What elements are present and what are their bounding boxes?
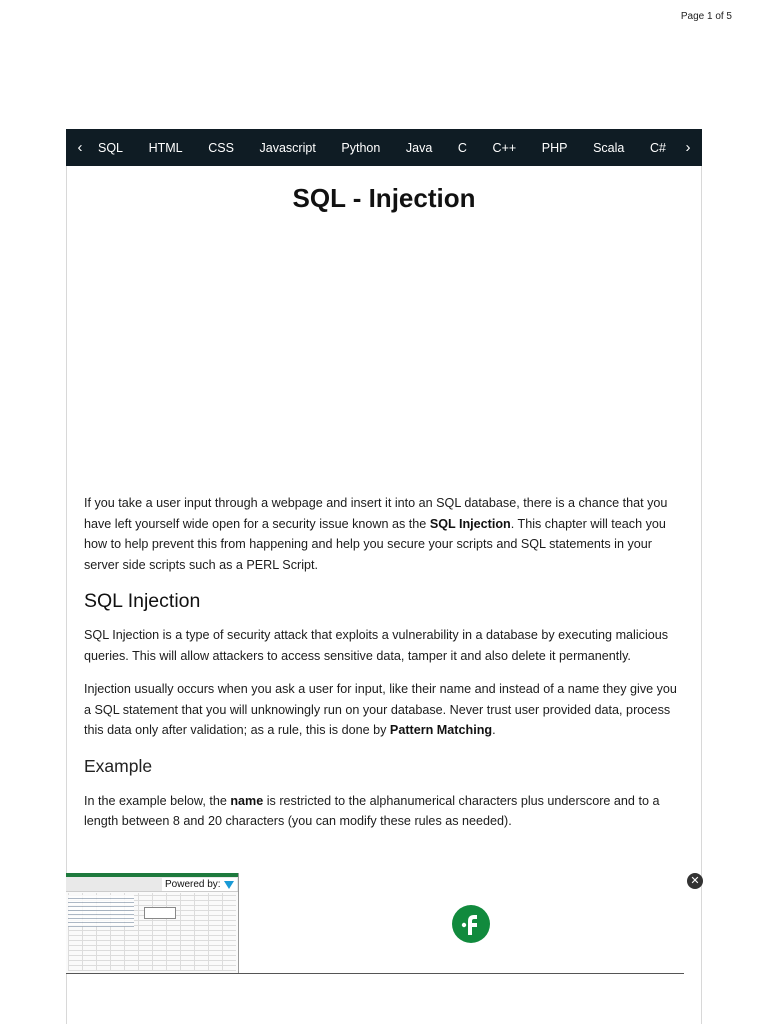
nav-item-java[interactable]: Java: [405, 140, 433, 155]
example-heading: Example: [84, 755, 153, 776]
nav-item-scala[interactable]: Scala: [593, 140, 625, 155]
spreadsheet-data-block: [68, 895, 134, 927]
intro-text-1: If you take a user input through a webpage and insert it into an SQL database, there is a chance that you have left yourself wide open for a security issue known as the: [84, 496, 668, 531]
nav-item-sql[interactable]: SQL: [98, 140, 124, 155]
article-content: [84, 493, 684, 845]
nav-items: [94, 141, 674, 155]
intro-text-2: . This chapter will teach you how to help prevent this from happening and help you secure your scripts and SQL statements in your server side scripts such as a PERL Script.: [84, 516, 666, 572]
section-heading: SQL Injection: [84, 590, 201, 612]
intro-paragraph: [84, 493, 684, 575]
para2-text-2: .: [492, 723, 496, 737]
nav-item-php[interactable]: PHP: [541, 140, 568, 155]
nav-item-javascript[interactable]: Javascript: [259, 140, 316, 155]
paragraph-definition: SQL Injection is a type of security attack that exploits a vulnerability in a database by executing malicious queries. This will allow attackers to access sensitive data, tamper it and also delete it permanently.: [84, 628, 669, 663]
chevron-left-icon[interactable]: ‹: [77, 139, 83, 156]
paragraph-injection: [84, 679, 684, 741]
nav-item-html[interactable]: HTML: [148, 140, 183, 155]
nav-item-csharp[interactable]: C#: [649, 140, 666, 155]
spreadsheet-cell-box: [144, 907, 176, 919]
paragraph-example: [84, 791, 684, 832]
nav-item-c[interactable]: C: [457, 140, 467, 155]
para3-bold-term: name: [230, 793, 264, 808]
page-counter: Page 1 of 5: [680, 11, 732, 22]
ad-video-thumbnail[interactable]: [66, 873, 239, 973]
nav-item-css[interactable]: CSS: [208, 140, 234, 155]
brand-logo-icon[interactable]: [452, 905, 490, 943]
powered-by-text: Powered by:: [165, 879, 221, 890]
para3-text-2: is restricted to the alphanumerical characters plus underscore and to a length between 8 and 20 characters (you can modify these rules as needed).: [84, 793, 660, 828]
nav-item-python[interactable]: Python: [341, 140, 381, 155]
nav-item-cpp[interactable]: C++: [492, 140, 517, 155]
chevron-right-icon[interactable]: ›: [685, 139, 691, 156]
para2-bold-term: Pattern Matching: [389, 723, 493, 737]
powered-by-label: [162, 878, 237, 891]
powered-by-logo-icon: [224, 880, 234, 890]
ad-banner[interactable]: [66, 873, 684, 974]
language-navbar: [66, 129, 702, 166]
close-icon[interactable]: ✕: [687, 873, 703, 889]
intro-bold-term: SQL Injection: [429, 516, 511, 531]
page-title: SQL - Injection: [292, 183, 476, 213]
para2-text-1: Injection usually occurs when you ask a user for input, like their name and instead of a name they give you a SQL statement that you will unknowingly run on your database. Never trust user provided data, process this data only after validation; as a rule, this is done by: [84, 682, 677, 737]
para3-text-1: In the example below, the: [84, 793, 231, 808]
